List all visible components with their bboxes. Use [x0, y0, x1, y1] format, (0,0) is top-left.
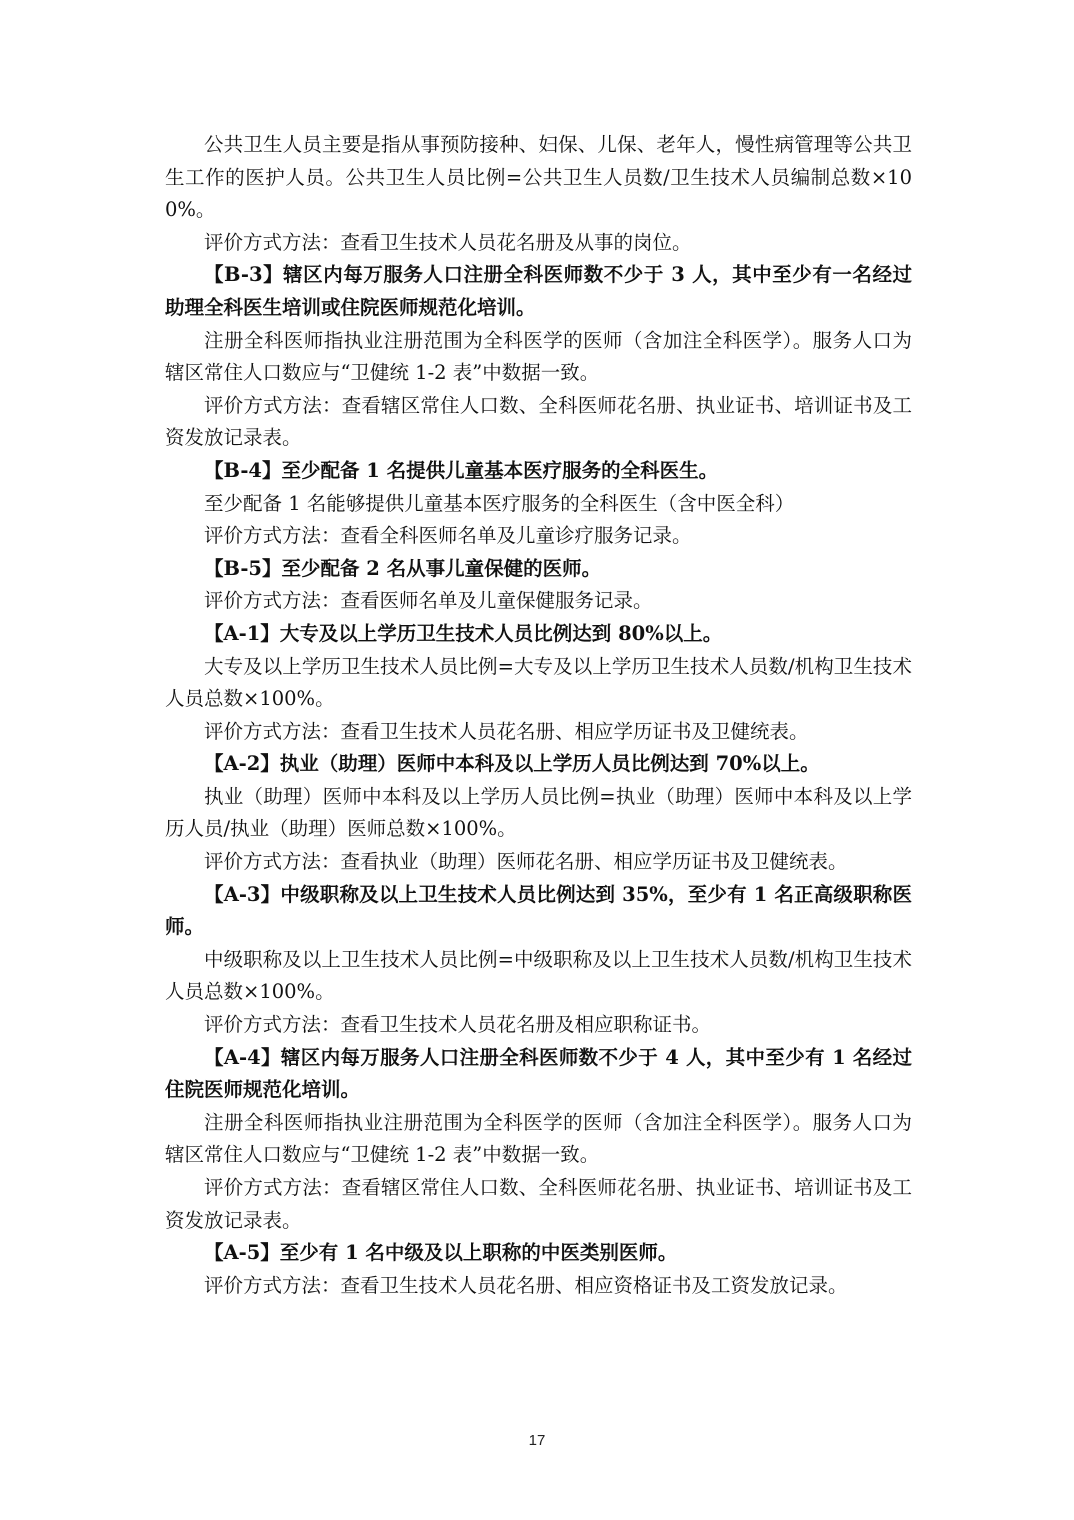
paragraph-evaluation-method: 评价方式方法：查看卫生技术人员花名册及从事的岗位。 [204, 230, 692, 254]
criterion-heading-b5: 【B-5】至少配备 2 名从事儿童保健的医师。 [204, 556, 602, 580]
criterion-heading-a4: 【A-4】辖区内每万服务人口注册全科医师数不少于 4 人，其中至少有 1 名经过住院医师规范化培训。 [165, 1045, 912, 1102]
paragraph-evaluation-method: 评价方式方法：查看卫生技术人员花名册及相应职称证书。 [204, 1013, 712, 1037]
paragraph-gp-definition: 注册全科医师指执业注册范围为全科医学的医师（含加注全科医学）。服务人口为辖区常住人口数应与“卫健统 1-2 表”中数据一致。 [165, 1110, 912, 1167]
criterion-heading-b4: 【B-4】至少配备 1 名提供儿童基本医疗服务的全科医生。 [204, 458, 719, 482]
criterion-heading-a5: 【A-5】至少有 1 名中级及以上职称的中医类别医师。 [204, 1241, 678, 1265]
paragraph-title-ratio-definition: 中级职称及以上卫生技术人员比例=中级职称及以上卫生技术人员数/机构卫生技术人员总数×100%。 [165, 947, 912, 1004]
paragraph-evaluation-method: 评价方式方法：查看卫生技术人员花名册、相应资格证书及工资发放记录。 [204, 1273, 848, 1297]
criterion-heading-a2: 【A-2】执业（助理）医师中本科及以上学历人员比例达到 70%以上。 [204, 752, 820, 776]
paragraph-evaluation-method: 评价方式方法：查看全科医师名单及儿童诊疗服务记录。 [204, 524, 692, 548]
paragraph-bachelor-ratio-definition: 执业（助理）医师中本科及以上学历人员比例=执业（助理）医师中本科及以上学历人员/执业（助理）医师总数×100%。 [165, 784, 912, 841]
paragraph-evaluation-method: 评价方式方法：查看执业（助理）医师花名册、相应学历证书及卫健统表。 [204, 850, 848, 874]
paragraph-evaluation-method: 评价方式方法：查看辖区常住人口数、全科医师花名册、执业证书、培训证书及工资发放记录表。 [165, 393, 912, 450]
paragraph-evaluation-method: 评价方式方法：查看辖区常住人口数、全科医师花名册、执业证书、培训证书及工资发放记录表。 [165, 1176, 912, 1232]
paragraph-public-health-staff-definition: 公共卫生人员主要是指从事预防接种、妇保、儿保、老年人，慢性病管理等公共卫生工作的医护人员。公共卫生人员比例=公共卫生人员数/卫生技术人员编制总数×100%。 [165, 133, 912, 222]
paragraph-college-ratio-definition: 大专及以上学历卫生技术人员比例=大专及以上学历卫生技术人员数/机构卫生技术人员总数×100%。 [165, 654, 912, 711]
criterion-heading-a1: 【A-1】大专及以上学历卫生技术人员比例达到 80%以上。 [204, 621, 723, 645]
page-number: 17 [528, 1432, 546, 1449]
paragraph-pediatric-gp-requirement: 至少配备 1 名能够提供儿童基本医疗服务的全科医生（含中医全科） [204, 491, 795, 515]
paragraph-evaluation-method: 评价方式方法：查看医师名单及儿童保健服务记录。 [204, 589, 653, 613]
paragraph-gp-definition: 注册全科医师指执业注册范围为全科医学的医师（含加注全科医学）。服务人口为辖区常住人口数应与“卫健统 1-2 表”中数据一致。 [165, 328, 912, 385]
criterion-heading-a3: 【A-3】中级职称及以上卫生技术人员比例达到 35%，至少有 1 名正高级职称医师。 [165, 882, 912, 939]
document-body [165, 129, 912, 1302]
paragraph-evaluation-method: 评价方式方法：查看卫生技术人员花名册、相应学历证书及卫健统表。 [204, 719, 809, 743]
criterion-heading-b3: 【B-3】辖区内每万服务人口注册全科医师数不少于 3 人，其中至少有一名经过助理全科医生培训或住院医师规范化培训。 [165, 263, 912, 319]
